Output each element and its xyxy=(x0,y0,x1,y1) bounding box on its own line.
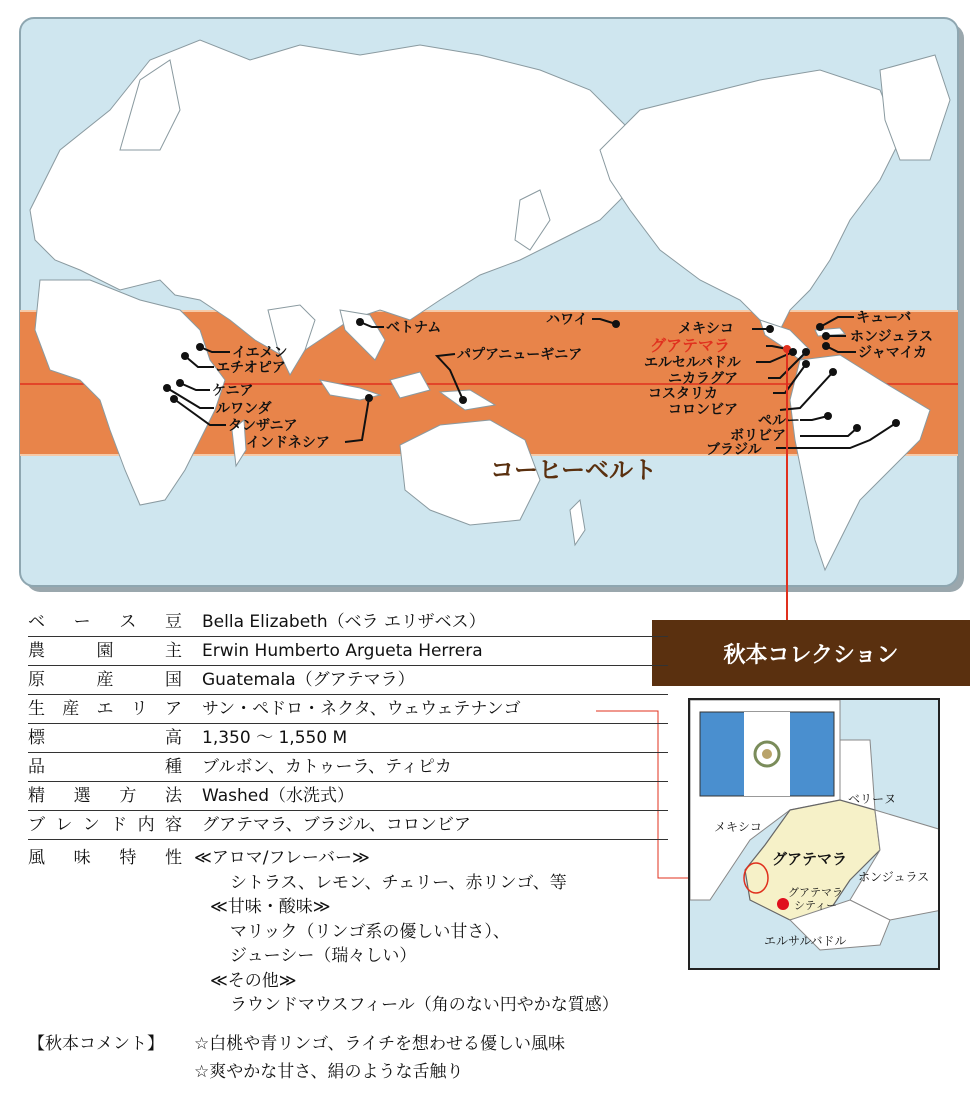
spec-label: ベ ー ス 豆 xyxy=(28,612,182,632)
sweet-text-1: マリック（リンゴ系の優しい甘さ）、 xyxy=(230,921,510,942)
spec-label: 農 園 主 xyxy=(28,641,182,661)
label-vietnam: ベトナム xyxy=(386,320,442,336)
spec-row xyxy=(28,637,668,666)
inset-label-mexico: メキシコ xyxy=(714,820,762,834)
collection-badge: 秋本コレクション xyxy=(652,620,970,686)
label-indonesia: インドネシア xyxy=(246,435,330,451)
inset-label-city-2: シティー xyxy=(794,899,838,912)
flavor-section xyxy=(28,840,668,1018)
belt-title: コーヒーベルト xyxy=(490,456,658,484)
sweet-text-2: ジューシー（瑞々しい） xyxy=(230,946,417,966)
label-bolivia: ボリビア xyxy=(730,428,786,444)
spec-row xyxy=(28,811,668,840)
spec-label: 標 高 xyxy=(28,728,182,748)
guatemala-flag xyxy=(700,712,834,796)
spec-label: 生 産 エ リ ア xyxy=(28,699,182,719)
flavor-label: 風 味 特 性 xyxy=(28,848,182,868)
other-heading: ≪その他≫ xyxy=(210,970,297,991)
spec-row xyxy=(28,724,668,753)
spec-value: サン・ペドロ・ネクタ、ウェウェテナンゴ xyxy=(202,699,521,719)
spec-label: 品 種 xyxy=(28,757,182,777)
inset-label-el-salvador: エルサルバドル xyxy=(764,934,847,948)
label-papua: パプアニューギニア xyxy=(457,347,583,363)
label-honduras: ホンジュラス xyxy=(850,329,933,345)
comment-section xyxy=(28,1030,565,1086)
spec-value: ブルボン、カトゥーラ、ティピカ xyxy=(202,757,452,777)
inset-label-city-1: グアテマラ xyxy=(788,886,843,899)
other-text: ラウンドマウスフィール（角のない円やかな質感） xyxy=(230,995,619,1015)
inset-label-belize: ベリーヌ xyxy=(848,792,897,806)
spec-value: グアテマラ、ブラジル、コロンビア xyxy=(202,815,471,835)
spec-label: 原 産 国 xyxy=(28,670,182,690)
comment-label: 【秋本コメント】 xyxy=(28,1034,164,1054)
spec-table xyxy=(28,608,668,1018)
spec-value: Erwin Humberto Argueta Herrera xyxy=(202,641,483,661)
label-brazil: ブラジル xyxy=(706,442,762,458)
inset-label-honduras: ホンジュラス xyxy=(858,870,930,884)
label-cuba: キューバ xyxy=(856,310,912,326)
label-costa-rica: コスタリカ xyxy=(648,386,718,402)
label-rwanda: ルワンダ xyxy=(216,401,272,417)
spec-value: Bella Elizabeth（ベラ エリザベス） xyxy=(202,612,486,632)
spec-value: Guatemala（グアテマラ） xyxy=(202,670,415,690)
label-tanzania: タンザニア xyxy=(228,418,298,434)
spec-label: 精 選 方 法 xyxy=(28,786,182,806)
label-mexico: メキシコ xyxy=(678,321,734,337)
spec-row xyxy=(28,782,668,811)
label-hawaii: ハワイ xyxy=(546,312,588,328)
spec-row xyxy=(28,753,668,782)
inset-label-guatemala: グアテマラ xyxy=(772,850,848,868)
spec-row xyxy=(28,608,668,637)
spec-value: Washed（水洗式） xyxy=(202,786,355,806)
label-kenya: ケニア xyxy=(212,383,254,399)
sweet-heading: ≪甘味・酸味≫ xyxy=(210,897,331,917)
aroma-heading: ≪アロマ/フレーバー≫ xyxy=(194,848,370,868)
guatemala-inset-map xyxy=(688,698,940,970)
label-colombia: コロンビア xyxy=(668,402,738,418)
label-ethiopia: エチオピア xyxy=(216,360,286,376)
label-nicaragua: ニカラグア xyxy=(668,371,738,387)
label-guatemala: グアテマラ xyxy=(650,336,731,355)
comment-line-2: ☆爽やかな甘さ、絹のような舌触り xyxy=(194,1062,464,1082)
label-jamaica: ジャマイカ xyxy=(858,345,928,361)
spec-label: ブ レ ン ド 内 容 xyxy=(28,815,182,835)
spec-row xyxy=(28,695,668,724)
label-peru: ペルー xyxy=(758,413,800,429)
spec-row xyxy=(28,666,668,695)
label-el-salvador: エルセルバドル xyxy=(644,355,741,371)
label-yemen: イエメン xyxy=(232,345,288,361)
aroma-text: シトラス、レモン、チェリー、赤リンゴ、等 xyxy=(230,872,567,893)
comment-line-1: ☆白桃や青リンゴ、ライチを想わせる優しい風味 xyxy=(194,1034,566,1054)
spec-value: 1,350 ～ 1,550 M xyxy=(202,728,348,748)
